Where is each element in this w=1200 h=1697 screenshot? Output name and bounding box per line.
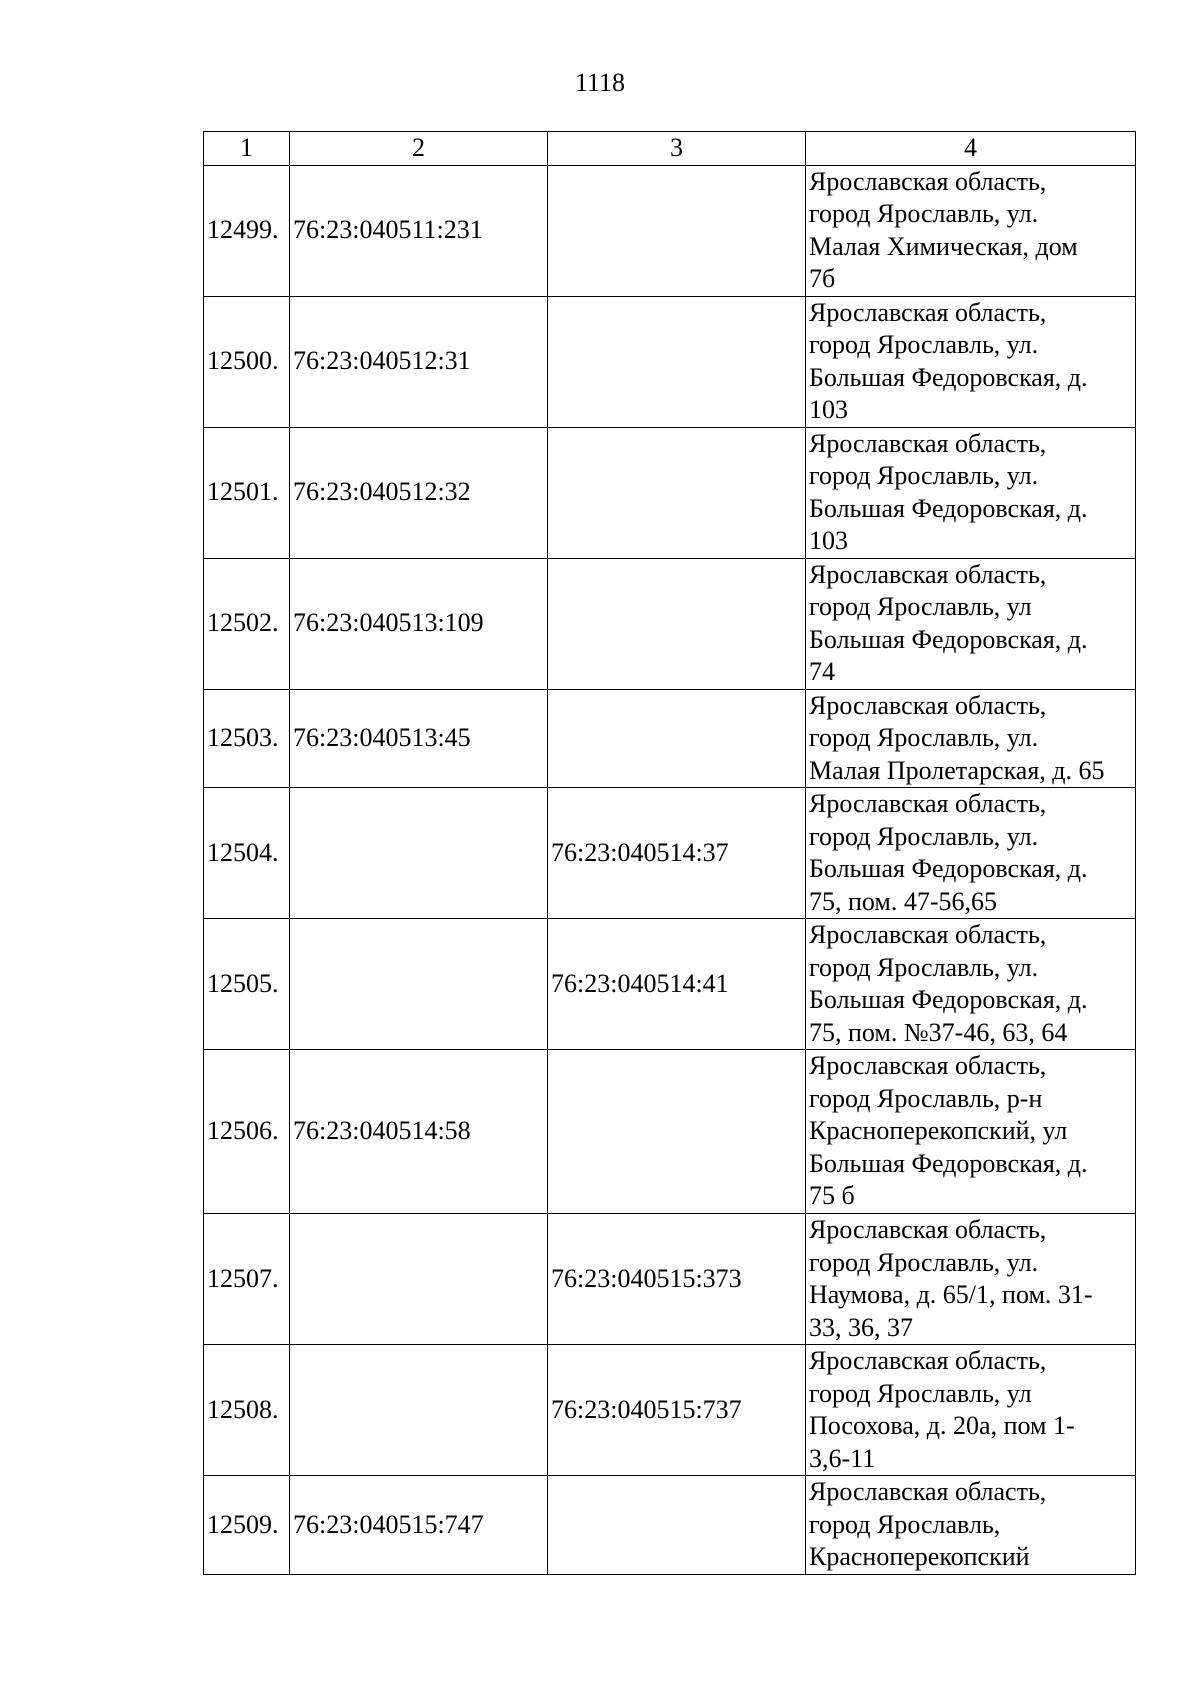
cadastral-number: 76:23:040513:45	[290, 689, 548, 788]
address: Ярославская область, город Ярославль, р-н Красноперекопский, ул Большая Федоровская, д. 75 б	[806, 1050, 1136, 1214]
cadastral-number: 76:23:040515:747	[290, 1476, 548, 1575]
table-row	[204, 427, 1136, 558]
row-number: 12502.	[204, 558, 290, 689]
header-cell-2: 2	[290, 132, 548, 166]
address: Ярославская область, город Ярославль, Красноперекопский	[806, 1476, 1136, 1575]
address: Ярославская область, город Ярославль, ул. Малая Химическая, дом 7б	[806, 165, 1136, 296]
header-cell-1: 1	[204, 132, 290, 166]
registry-table	[203, 131, 1136, 1575]
table-row	[204, 919, 1136, 1050]
row-number: 12501.	[204, 427, 290, 558]
row-number: 12504.	[204, 788, 290, 919]
row-number: 12509.	[204, 1476, 290, 1575]
table-row	[204, 1050, 1136, 1214]
table-row	[204, 558, 1136, 689]
object-number	[548, 689, 806, 788]
table-row	[204, 788, 1136, 919]
address: Ярославская область, город Ярославль, ул. Большая Федоровская, д. 75, пом. №37-46, 63, 64	[806, 919, 1136, 1050]
row-number: 12499.	[204, 165, 290, 296]
page-number: 1118	[574, 68, 626, 97]
address: Ярославская область, город Ярославль, ул. Большая Федоровская, д. 75, пом. 47-56,65	[806, 788, 1136, 919]
object-number: 76:23:040514:37	[548, 788, 806, 919]
object-number	[548, 296, 806, 427]
cadastral-number	[290, 919, 548, 1050]
address: Ярославская область, город Ярославль, ул Большая Федоровская, д. 74	[806, 558, 1136, 689]
table-row	[204, 1214, 1136, 1345]
cadastral-number: 76:23:040511:231	[290, 165, 548, 296]
table-row	[204, 1476, 1136, 1575]
object-number	[548, 1476, 806, 1575]
address: Ярославская область, город Ярославль, ул Посохова, д. 20а, пом 1- 3,6-11	[806, 1345, 1136, 1476]
table-row	[204, 296, 1136, 427]
address: Ярославская область, город Ярославль, ул. Большая Федоровская, д. 103	[806, 296, 1136, 427]
row-number: 12508.	[204, 1345, 290, 1476]
cadastral-number	[290, 1345, 548, 1476]
table-row	[204, 165, 1136, 296]
table-row	[204, 689, 1136, 788]
cadastral-number: 76:23:040512:31	[290, 296, 548, 427]
object-number	[548, 558, 806, 689]
object-number: 76:23:040514:41	[548, 919, 806, 1050]
header-cell-4: 4	[806, 132, 1136, 166]
object-number: 76:23:040515:737	[548, 1345, 806, 1476]
address: Ярославская область, город Ярославль, ул. Наумова, д. 65/1, пом. 31- 33, 36, 37	[806, 1214, 1136, 1345]
cadastral-number	[290, 1214, 548, 1345]
address: Ярославская область, город Ярославль, ул. Малая Пролетарская, д. 65	[806, 689, 1136, 788]
cadastral-number: 76:23:040512:32	[290, 427, 548, 558]
table-header-row	[204, 132, 1136, 166]
row-number: 12503.	[204, 689, 290, 788]
cadastral-number	[290, 788, 548, 919]
object-number	[548, 1050, 806, 1214]
cadastral-number: 76:23:040514:58	[290, 1050, 548, 1214]
row-number: 12506.	[204, 1050, 290, 1214]
row-number: 12505.	[204, 919, 290, 1050]
address: Ярославская область, город Ярославль, ул. Большая Федоровская, д. 103	[806, 427, 1136, 558]
object-number: 76:23:040515:373	[548, 1214, 806, 1345]
row-number: 12500.	[204, 296, 290, 427]
object-number	[548, 165, 806, 296]
object-number	[548, 427, 806, 558]
cadastral-number: 76:23:040513:109	[290, 558, 548, 689]
header-cell-3: 3	[548, 132, 806, 166]
row-number: 12507.	[204, 1214, 290, 1345]
table-row	[204, 1345, 1136, 1476]
